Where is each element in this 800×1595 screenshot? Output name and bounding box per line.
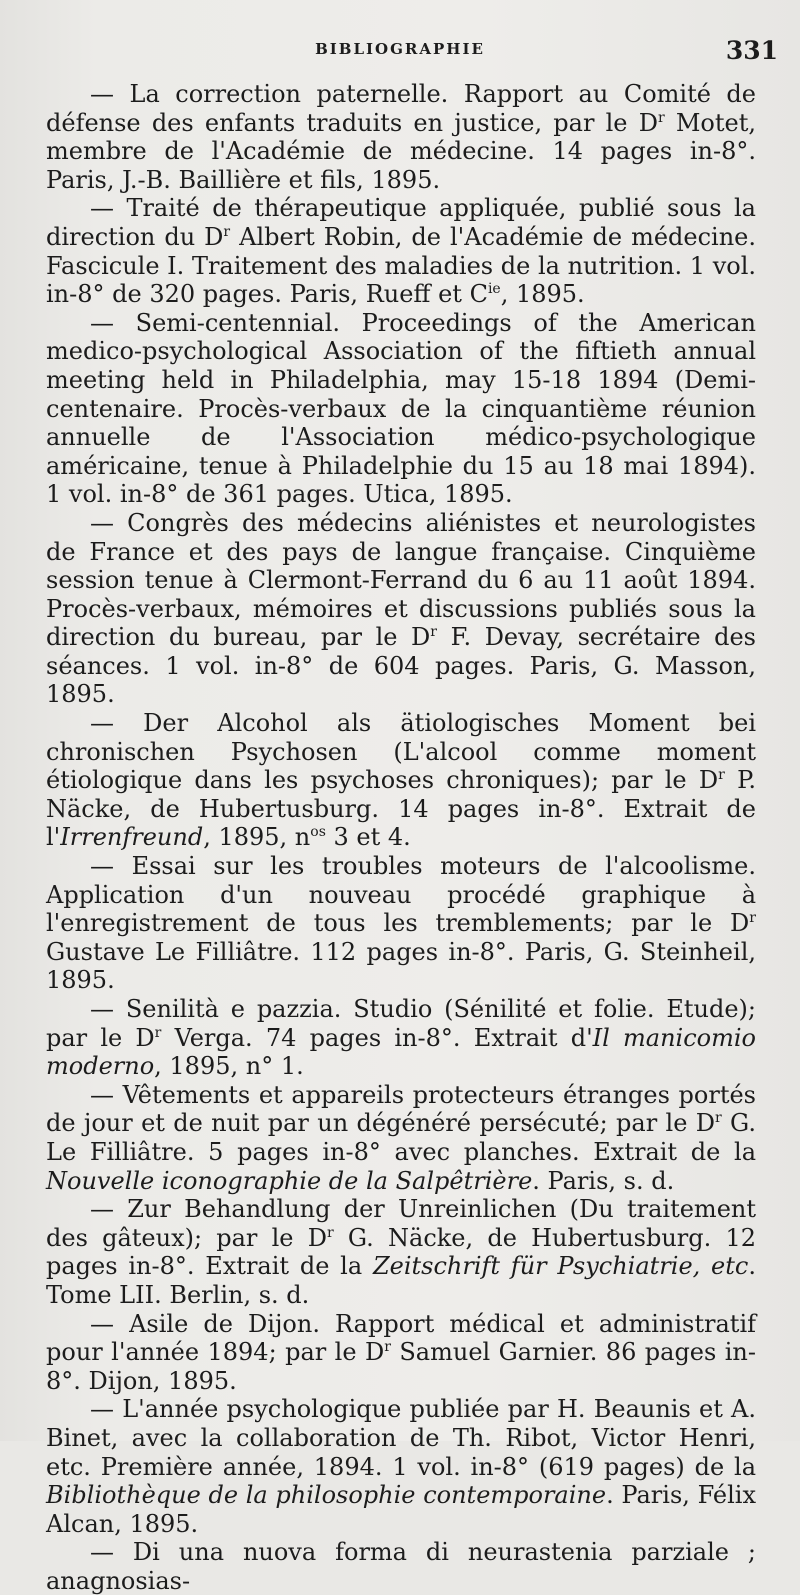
- superscript-text: r: [430, 624, 437, 641]
- entry-text: — Asile de Dijon. Rapport médical et administratif pour l'année 1894; par le D: [46, 1309, 756, 1367]
- superscript-text: r: [223, 223, 231, 240]
- entry-text: . Tome LII. Berlin, s. d.: [46, 1252, 756, 1309]
- bibliography-entry: [46, 1538, 756, 1595]
- bibliography-entry: [46, 1310, 756, 1396]
- entry-text: — Vêtements et appareils protecteurs étranges portés de jour et de nuit par un dégénéré persécuté; par le D: [46, 1080, 756, 1138]
- entry-text: — Zur Behandlung der Unreinlichen (Du traitement des gâteux); par le D: [46, 1195, 756, 1252]
- entry-text: — La correction paternelle. Rapport au Comité de défense des enfants traduits en justice, par le D: [46, 80, 756, 137]
- bibliography-entry: [46, 709, 756, 852]
- entry-text: G. Näcke, de Hubertusburg. 12 pages in-8°. Extrait de la: [46, 1223, 757, 1281]
- superscript-text: os: [310, 824, 326, 841]
- superscript-text: r: [749, 910, 756, 927]
- bibliography-entry: [46, 1195, 756, 1309]
- entry-text: , 1895.: [500, 280, 585, 309]
- entry-text: Motet, membre de l'Académie de médecine. 14 pages in-8°. Paris, J.-B. Baillière et fils, 1895.: [46, 108, 756, 194]
- bibliography-text: [46, 80, 756, 1595]
- entry-text: — L'année psychologique publiée par H. Beaunis et A. Binet, avec la collaboration de Th. Ribot, Victor Henri, etc. Première année, 1894. 1 vol. in-8° (619 pages) de la: [46, 1395, 756, 1481]
- entry-text: Albert Robin, de l'Académie de médecine. Fascicule I. Traitement des maladies de la nutrition. 1 vol. in-8° de 320 pages. Paris, Rueff et C: [46, 222, 757, 309]
- entry-text: F. Devay, secrétaire des séances. 1 vol. in-8° de 604 pages. Paris, G. Masson, 1895.: [46, 623, 756, 709]
- italic-title: Zeitschrift für Psychiatrie, etc: [372, 1252, 749, 1281]
- italic-title: Bibliothèque de la philosophie contemporaine: [46, 1481, 607, 1510]
- superscript-text: r: [154, 1024, 162, 1041]
- entry-text: — Congrès des médecins aliénistes et neurologistes de France et des pays de langue française. Cinquième session tenue à Clermont-Ferrand du 6 au 11 août 1894. Procès-verbaux, mémoires et discussions publiés sous la direction du bureau, par le D: [46, 508, 756, 652]
- superscript-text: r: [657, 109, 665, 126]
- bibliography-entry: [46, 1395, 756, 1538]
- superscript-text: r: [384, 1339, 391, 1356]
- bibliography-entry: [46, 995, 756, 1081]
- entry-text: Gustave Le Filliâtre. 112 pages in-8°. Paris, G. Steinheil, 1895.: [46, 937, 756, 995]
- bibliography-entry: [46, 852, 756, 995]
- entry-text: G. Le Filliâtre. 5 pages in-8° avec planches. Extrait de la: [46, 1109, 756, 1166]
- entry-text: Verga. 74 pages in-8°. Extrait d': [161, 1023, 593, 1052]
- bibliography-entry: [46, 509, 756, 709]
- entry-text: . Paris, Félix Alcan, 1895.: [46, 1481, 757, 1538]
- superscript-text: ie: [487, 281, 501, 298]
- bibliography-entry: [46, 309, 756, 509]
- entry-text: — Der Alcohol als ätiologisches Moment bei chronischen Psychosen (L'alcool comme moment étiologique dans les psychoses chroniques); par le D: [46, 709, 756, 795]
- entry-text: , 1895, n: [203, 823, 311, 852]
- bibliography-entry: [46, 1081, 756, 1195]
- superscript-text: r: [718, 767, 725, 784]
- bibliography-entry: [46, 194, 756, 308]
- page-header: [0, 36, 800, 70]
- entry-text: — Senilità e pazzia. Studio (Sénilité et folie. Etude); par le D: [46, 995, 756, 1052]
- entry-text: . Paris, s. d.: [532, 1166, 675, 1195]
- running-head: BIBLIOGRAPHIE: [315, 40, 485, 58]
- entry-text: — Essai sur les troubles moteurs de l'alcoolisme. Application d'un nouveau procédé graphique à l'enregistrement de tous les tremblements; par le D: [46, 852, 756, 938]
- bibliography-entry: [46, 80, 756, 194]
- entry-text: — Di una nuova forma di neurastenia parziale ; anagnosias-: [46, 1538, 756, 1595]
- entry-text: — Traité de thérapeutique appliquée, publié sous la direction du D: [46, 194, 756, 251]
- entry-text: — Semi-centennial. Proceedings of the American medico-psychological Association of the fiftieth annual meeting held in Philadelphia, may 15-18 1894 (Demi-centenaire. Procès-verbaux de la cinquantième réunion annuelle de l'Association médico-psychologique américaine, tenue à Philadelphie du 15 au 18 mai 1894). 1 vol. in-8° de 361 pages. Utica, 1895.: [46, 308, 756, 509]
- entry-text: , 1895, n° 1.: [154, 1052, 304, 1081]
- entry-text: 3 et 4.: [325, 823, 411, 852]
- superscript-text: r: [326, 1224, 334, 1241]
- italic-title: Nouvelle iconographie de la Salpêtrière: [46, 1166, 533, 1195]
- italic-title: Irrenfreund: [60, 823, 204, 852]
- entry-text: Samuel Garnier. 86 pages in-8°. Dijon, 1895.: [46, 1338, 757, 1395]
- superscript-text: r: [715, 1110, 722, 1127]
- italic-title: Il manicomio moderno: [46, 1023, 756, 1081]
- entry-text: P. Näcke, de Hubertusburg. 14 pages in-8°. Extrait de l': [46, 766, 756, 852]
- page-number: 331: [725, 36, 778, 65]
